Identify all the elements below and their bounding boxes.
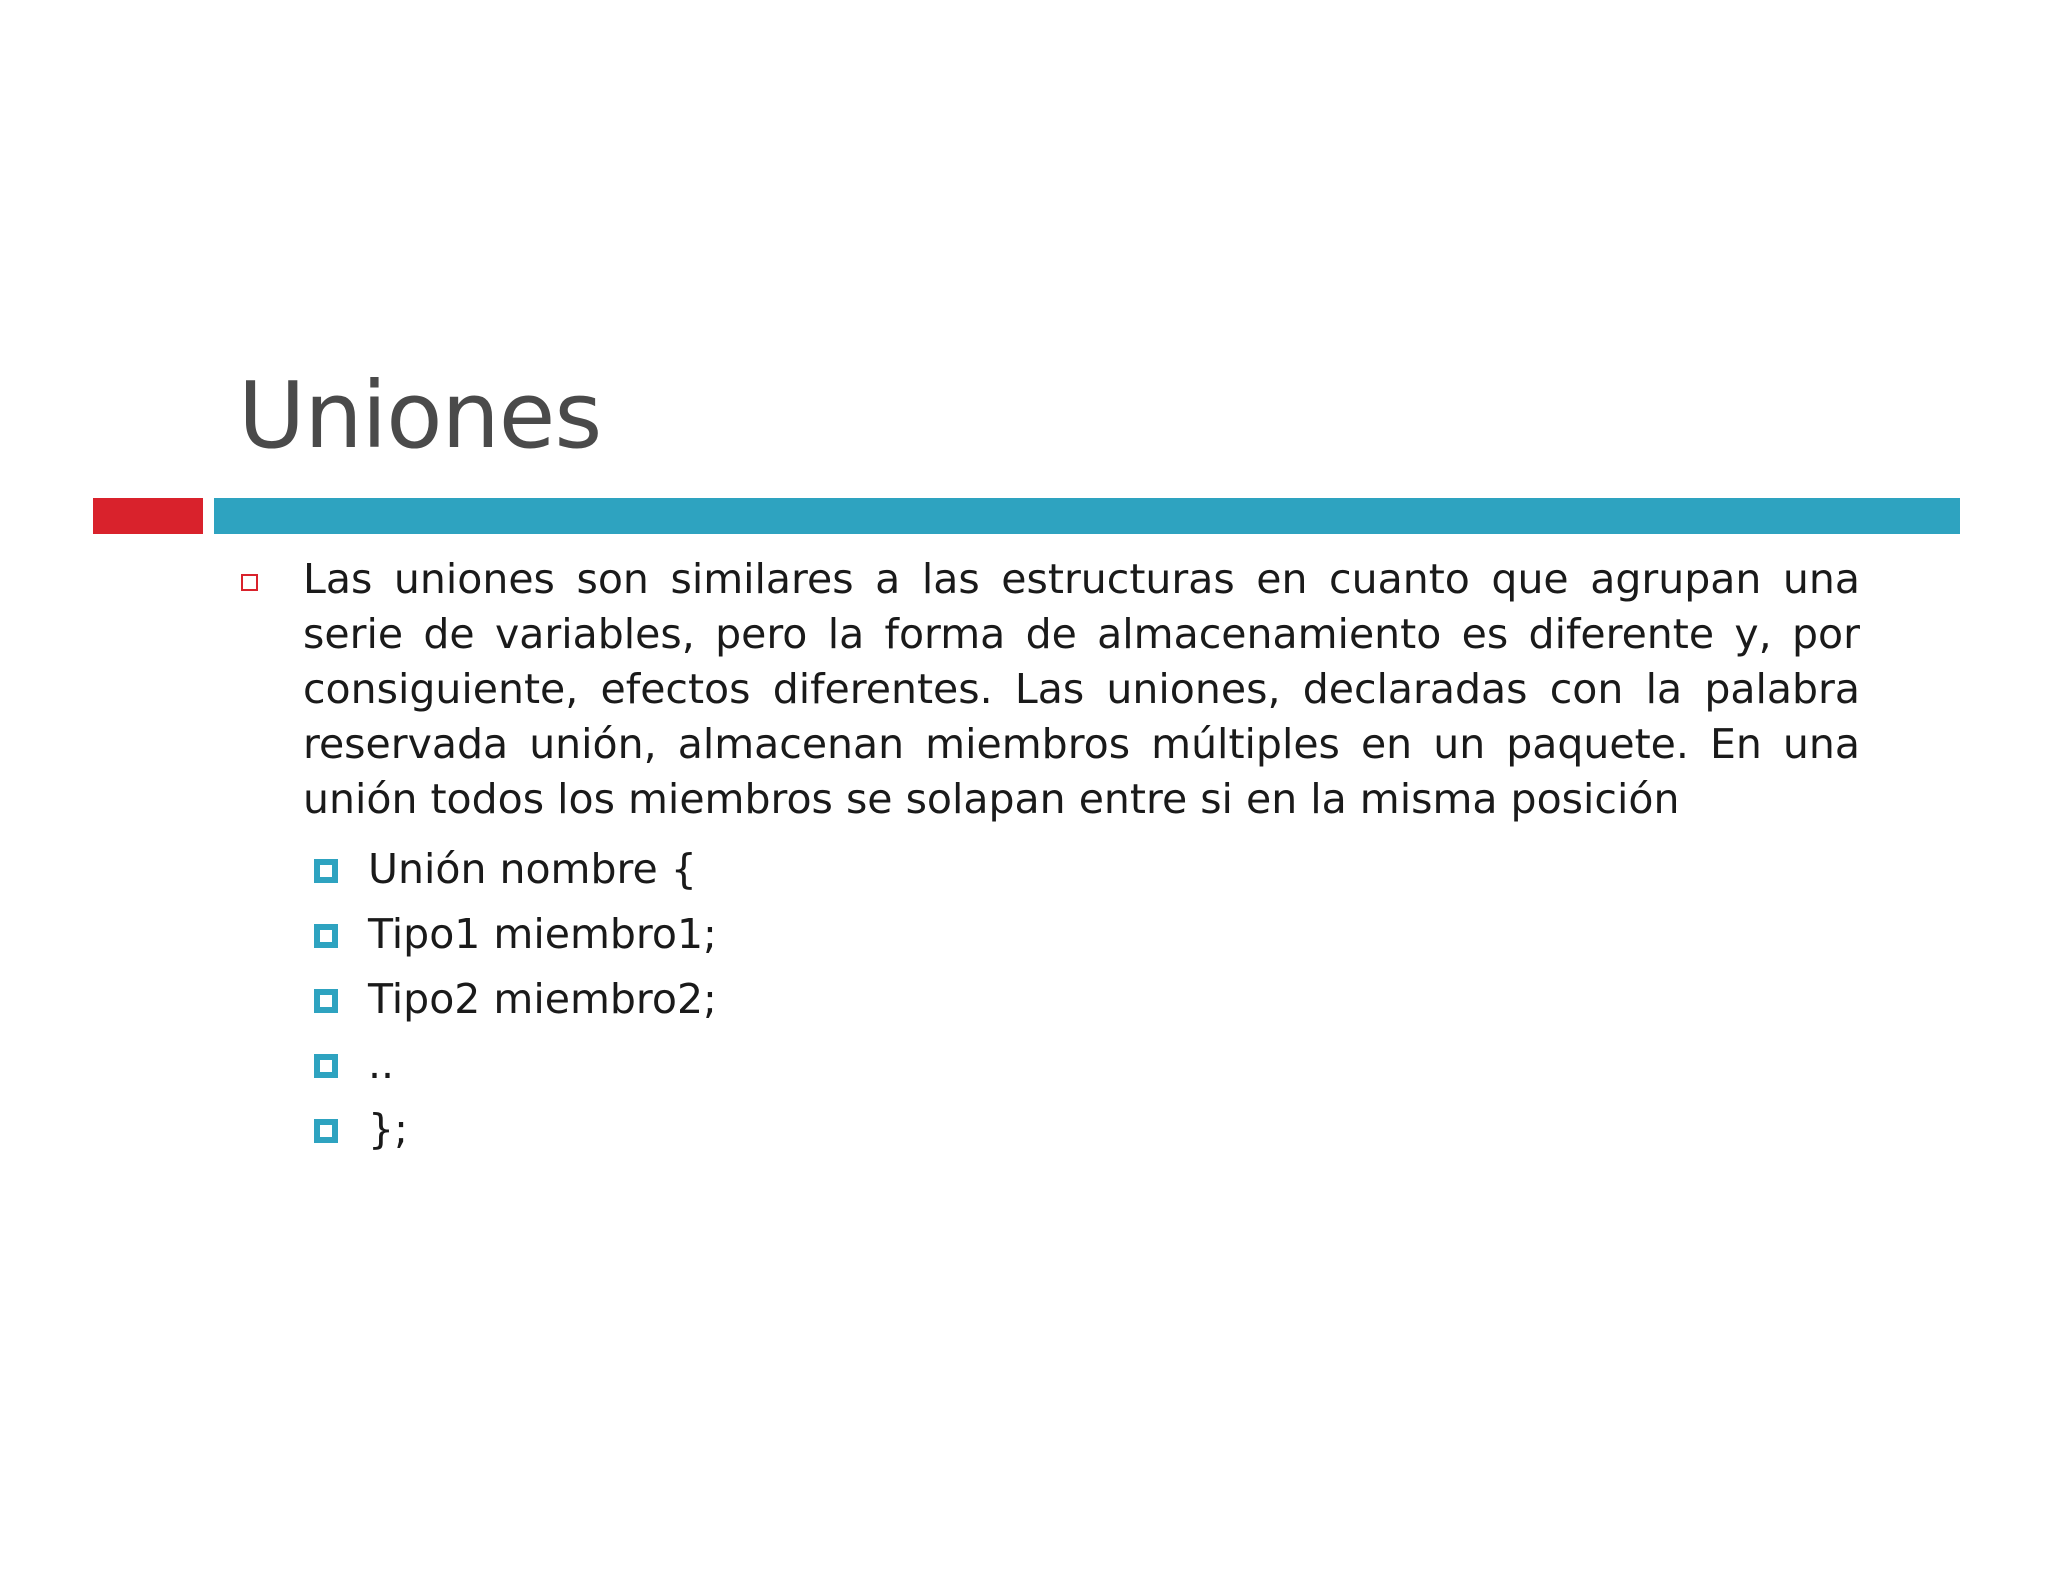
list-item — [314, 1032, 1860, 1097]
title-rule-red — [93, 498, 203, 534]
list-item — [314, 967, 1860, 1032]
square-bullet-icon — [314, 989, 338, 1013]
sub-bullet-text: }; — [368, 1105, 408, 1153]
square-bullet-icon — [314, 924, 338, 948]
sub-bullet-list — [238, 837, 1860, 1162]
square-bullet-icon — [314, 1054, 338, 1078]
square-bullet-icon — [314, 1119, 338, 1143]
sub-bullet-text: Tipo1 miembro1; — [368, 910, 717, 958]
sub-bullet-text: Unión nombre { — [368, 845, 697, 893]
slide-body — [238, 552, 1860, 1162]
sub-bullet-text: Tipo2 miembro2; — [368, 975, 717, 1023]
sub-bullet-text: .. — [368, 1040, 395, 1088]
square-bullet-icon — [314, 859, 338, 883]
list-item — [314, 837, 1860, 902]
list-item — [314, 1097, 1860, 1162]
slide-title: Uniones — [238, 362, 602, 469]
main-bullet — [238, 552, 1860, 827]
main-bullet-text: Las uniones son similares a las estructuras en cuanto que agrupan una serie de variables, pero la forma de almacenamiento es diferente y, por consiguiente, efectos diferentes. Las uniones, declaradas con la palabra reservada unión, almacenan miembros múltiples en un paquete. En una unión todos los miembros se solapan entre si en la misma posición — [303, 555, 1860, 823]
square-bullet-icon — [241, 574, 258, 591]
title-rule-blue — [214, 498, 1960, 534]
list-item — [314, 902, 1860, 967]
